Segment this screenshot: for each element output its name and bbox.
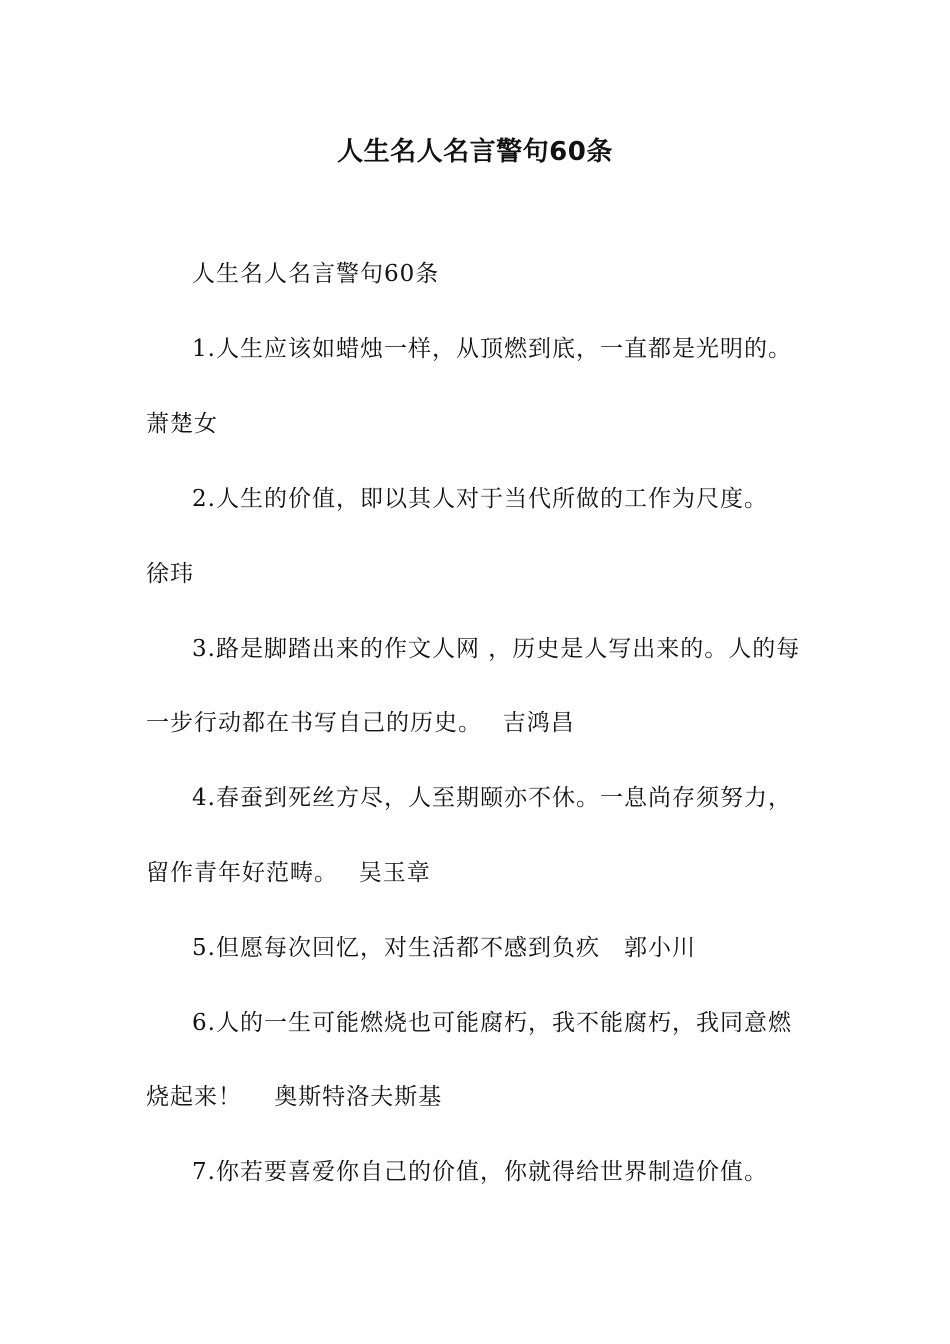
quote-4-line-1: 4.春蚕到死丝方尽，人至期颐亦不休。一息尚存须努力，: [192, 785, 792, 811]
quote-3-line-1: 3.路是脚踏出来的作文人网 ，历史是人写出来的。人的每: [192, 636, 801, 662]
quote-5-line-1: 5.但愿每次回忆，对生活都不感到负疚 郭小川: [192, 935, 696, 961]
document-title: 人生名人名言警句60条: [337, 137, 613, 167]
quote-2-line-1: 2.人生的价值，即以其人对于当代所做的工作为尺度。: [192, 486, 768, 512]
quote-2-author: 徐玮: [146, 561, 194, 587]
quote-4-line-2: 留作青年好范畴。 吴玉章: [146, 860, 431, 886]
intro-heading: 人生名人名言警句60条: [192, 261, 440, 287]
quote-7-line-1: 7.你若要喜爱你自己的价值，你就得给世界制造价值。: [192, 1159, 768, 1185]
quote-6-line-2: 烧起来！ 奥斯特洛夫斯基: [146, 1084, 443, 1110]
quote-3-line-2: 一步行动都在书写自己的历史。 吉鸿昌: [146, 710, 575, 736]
quote-1-author: 萧楚女: [146, 411, 218, 437]
quote-6-line-1: 6.人的一生可能燃烧也可能腐朽，我不能腐朽，我同意燃: [192, 1010, 792, 1036]
quote-1-line-1: 1.人生应该如蜡烛一样，从顶燃到底，一直都是光明的。: [192, 336, 792, 362]
